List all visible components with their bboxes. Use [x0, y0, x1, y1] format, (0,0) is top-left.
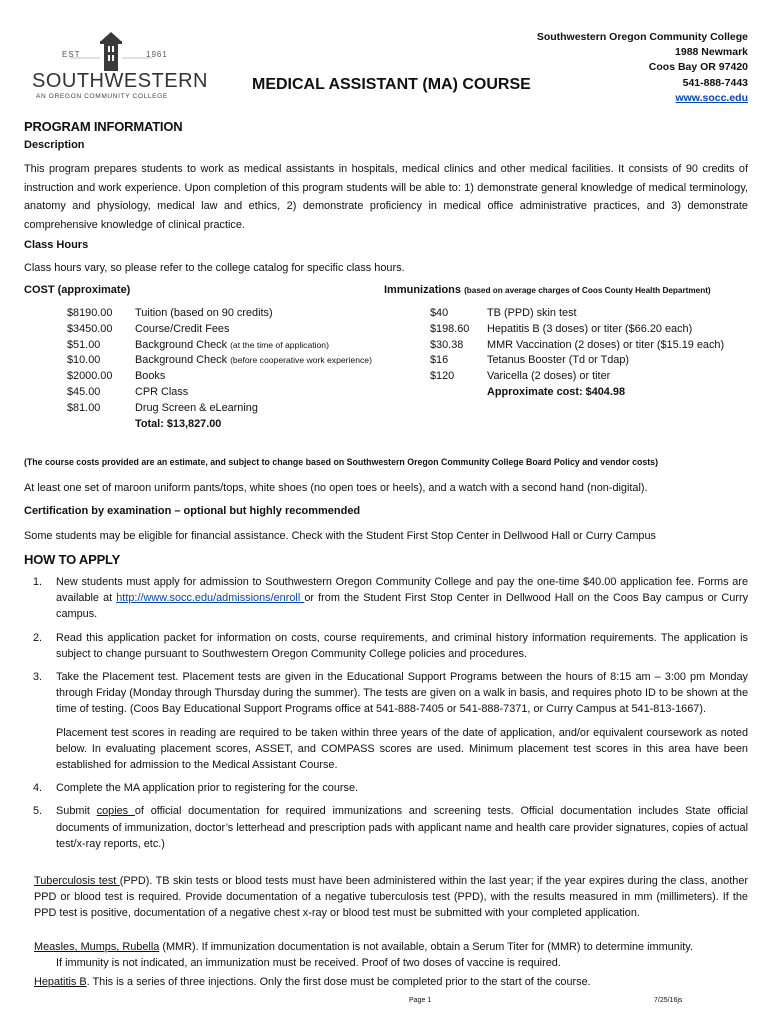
hepb-requirement: Hepatitis B. This is a series of three injections. Only the first dose must be completed prior to the start of the course.: [34, 976, 591, 988]
immunization-label: MMR Vaccination (2 doses) or titer ($15.19 each): [487, 338, 725, 351]
page-number: Page 1: [409, 997, 432, 1004]
immunization-total: Approximate cost: $404.98: [487, 385, 626, 398]
cost-label: CPR Class: [135, 385, 189, 398]
mmr-label: Measles, Mumps, Rubella: [34, 941, 160, 953]
cost-label: Background Check (at the time of application): [135, 338, 329, 351]
application-steps: [24, 574, 748, 859]
step-number: 3.: [33, 671, 43, 684]
immunization-label: TB (PPD) skin test: [487, 307, 577, 319]
immunization-amount: $30.38: [430, 338, 464, 351]
step-number: 5.: [33, 805, 43, 818]
logo-tagline: AN OREGON COMMUNITY COLLEGE: [36, 93, 168, 100]
hepb-label: Hepatitis B: [34, 976, 87, 988]
cost-amount: $45.00: [67, 385, 101, 398]
cost-note: (before cooperative work experience): [230, 355, 372, 366]
step-item: [24, 669, 748, 773]
immunizations-heading: [384, 284, 711, 296]
cost-amount: $10.00: [67, 354, 101, 367]
step-number: 1.: [33, 576, 43, 588]
cost-label: Course/Credit Fees: [135, 322, 230, 335]
cost-label: Books: [135, 370, 166, 383]
cost-heading: COST (approximate): [24, 284, 131, 296]
logo-wordmark: SOUTHWESTERN: [32, 70, 208, 92]
address-phone: 541-888-7443: [682, 76, 748, 89]
cost-disclaimer: (The course costs provided are an estimate, and subject to change based on Southwestern Oregon Community College Board Policy and vendor costs): [24, 457, 658, 467]
enroll-link[interactable]: http://www.socc.edu/admissions/enroll: [116, 592, 305, 605]
certification-heading: Certification by examination – optional but highly recommended: [24, 505, 361, 517]
immunization-amount: $198.60: [430, 322, 470, 335]
cost-amount: $3450.00: [67, 322, 113, 335]
tb-label: Tuberculosis test: [34, 875, 120, 887]
cost-amount: $2000.00: [67, 370, 113, 383]
tb-requirement: Tuberculosis test (PPD). TB skin tests or blood tests must have been administered within the last year; if the year expires during the class, another PPD or blood test is required. Provide documentation of a negative tuberculosis test (PPD), with the results measured in mm (millimeters). If the PPD test is positive, documentation of a negative chest x-ray or blood test must be submitted with your completed application.: [34, 875, 748, 920]
immunizations-subtitle: (based on average charges of Coos County Health Department): [464, 286, 711, 295]
cost-label: Background Check (before cooperative work experience): [135, 354, 372, 367]
step-item: 5. Submit copies of official documentation for required immunizations and screening tests. Official documentation includes State official documents of immunization, doctor’s letterhead and prescription pads with applicant name and health care provider signatures, copies of actual test/x-ray reports, etc.): [33, 805, 748, 850]
description-text: This program prepares students to work as medical assistants in hospitals, medical clinics and other medical facilities. It consists of 90 credits of instruction and work experience. Upon completion of this program students will be able to: 1) demonstrate general knowledge of medical terminology, anatomy and physiology, medical law and ethics, 2) demonstrate proficiency in medical office administrative practices, and 3) demonstrate comprehensive knowledge of clinical practice.: [24, 163, 748, 231]
immunization-labels: [487, 306, 724, 401]
immunizations-title: Immunizations: [384, 284, 462, 296]
address-line-1: Southwestern Oregon Community College: [536, 31, 748, 43]
immunization-label: Varicella (2 doses) or titer: [487, 370, 611, 383]
cost-amounts: [67, 306, 112, 417]
cost-note: (at the time of application): [230, 339, 329, 350]
program-heading: PROGRAM INFORMATION: [24, 119, 183, 134]
logo-est-left: EST: [62, 50, 81, 59]
step-text: Placement test scores in reading are required to be taken within three years of the date of application, and/or equivalent coursework as noted below. In evaluating placement scores, ASSET, and COMPASS scores are used. Minimum placement test scores in this area have been established for admission to the Medical Assistant Course.: [56, 726, 748, 772]
website-link[interactable]: www.socc.edu: [675, 91, 748, 104]
immunization-amounts: [430, 306, 469, 385]
cost-label: Tuition (based on 90 credits): [135, 307, 273, 319]
step-item: [24, 630, 748, 662]
class-hours-text: Class hours vary, so please refer to the college catalog for specific class hours.: [24, 262, 405, 274]
document-title: MEDICAL ASSISTANT (MA) COURSE: [252, 76, 531, 93]
cost-label: Drug Screen & eLearning: [135, 401, 258, 414]
cost-labels: [135, 306, 372, 432]
college-logo: [30, 28, 208, 108]
immunization-amount: $120: [430, 370, 455, 383]
description-label: Description: [24, 139, 85, 151]
mmr-requirement: Measles, Mumps, Rubella (MMR). If immunization documentation is not available, obtain a Serum Titer for (MMR) to determine immunity. If immunity is not indicated, an immunization must be received. Proof of two doses of vaccine is required.: [34, 941, 693, 970]
cost-amount: $51.00: [67, 338, 101, 351]
step-item: 1. New students must apply for admission to Southwestern Oregon Community College and pay the one-time $40.00 application fee. Forms are available at http://www.socc.edu/admissions/enroll or from the Student First Stop Center in Dellwood Hall on the Coos Bay campus or Curry campus.: [33, 576, 749, 621]
step-text: Complete the MA application prior to registering for the course.: [56, 782, 359, 795]
financial-aid-text: Some students may be eligible for financial assistance. Check with the Student First Stop Center in Dellwood Hall or Curry Campus: [24, 530, 656, 542]
cost-amount: $81.00: [67, 401, 101, 414]
step-text: Read this application packet for information on costs, course requirements, and criminal history information requirements. The application is subject to change pursuant to Southwestern Oregon Community College policies and procedures.: [56, 631, 748, 660]
step-text: Take the Placement test. Placement tests are given in the Educational Support Programs between the hours of 8:15 am – 3:00 pm Monday through Friday (Monday through Thursday during the summer). The tests are given on a walk in basis, and requires photo ID to be shown at the time of testing. (Coos Bay Educational Support Programs office at 541-888-7405 or 541-888-7371, or Curry Campus at 541-813-1667).: [56, 671, 748, 716]
step-item: [24, 780, 748, 796]
immunization-amount: $40: [430, 307, 449, 319]
logo-est-right: 1961: [146, 50, 168, 59]
uniform-text: At least one set of maroon uniform pants/tops, white shoes (no open toes or heels), and a watch with a second hand (non-digital).: [24, 482, 648, 494]
college-address: [537, 30, 748, 106]
immunization-label: Hepatitis B (3 doses) or titer ($66.20 each): [487, 322, 693, 335]
address-line-3: Coos Bay OR 97420: [648, 61, 748, 74]
footer-date: 7/25/16js: [654, 997, 683, 1004]
cost-amount: $8190.00: [67, 307, 113, 319]
step-number: 4.: [33, 782, 43, 795]
cost-total: Total: $13,827.00: [135, 417, 222, 430]
step-number: 2.: [33, 631, 43, 644]
immunization-amount: $16: [430, 354, 449, 367]
class-hours-label: Class Hours: [24, 239, 89, 251]
address-line-2: 1988 Newmark: [675, 46, 748, 59]
immunization-label: Tetanus Booster (Td or Tdap): [487, 354, 630, 367]
how-to-apply-heading: HOW TO APPLY: [24, 552, 121, 567]
